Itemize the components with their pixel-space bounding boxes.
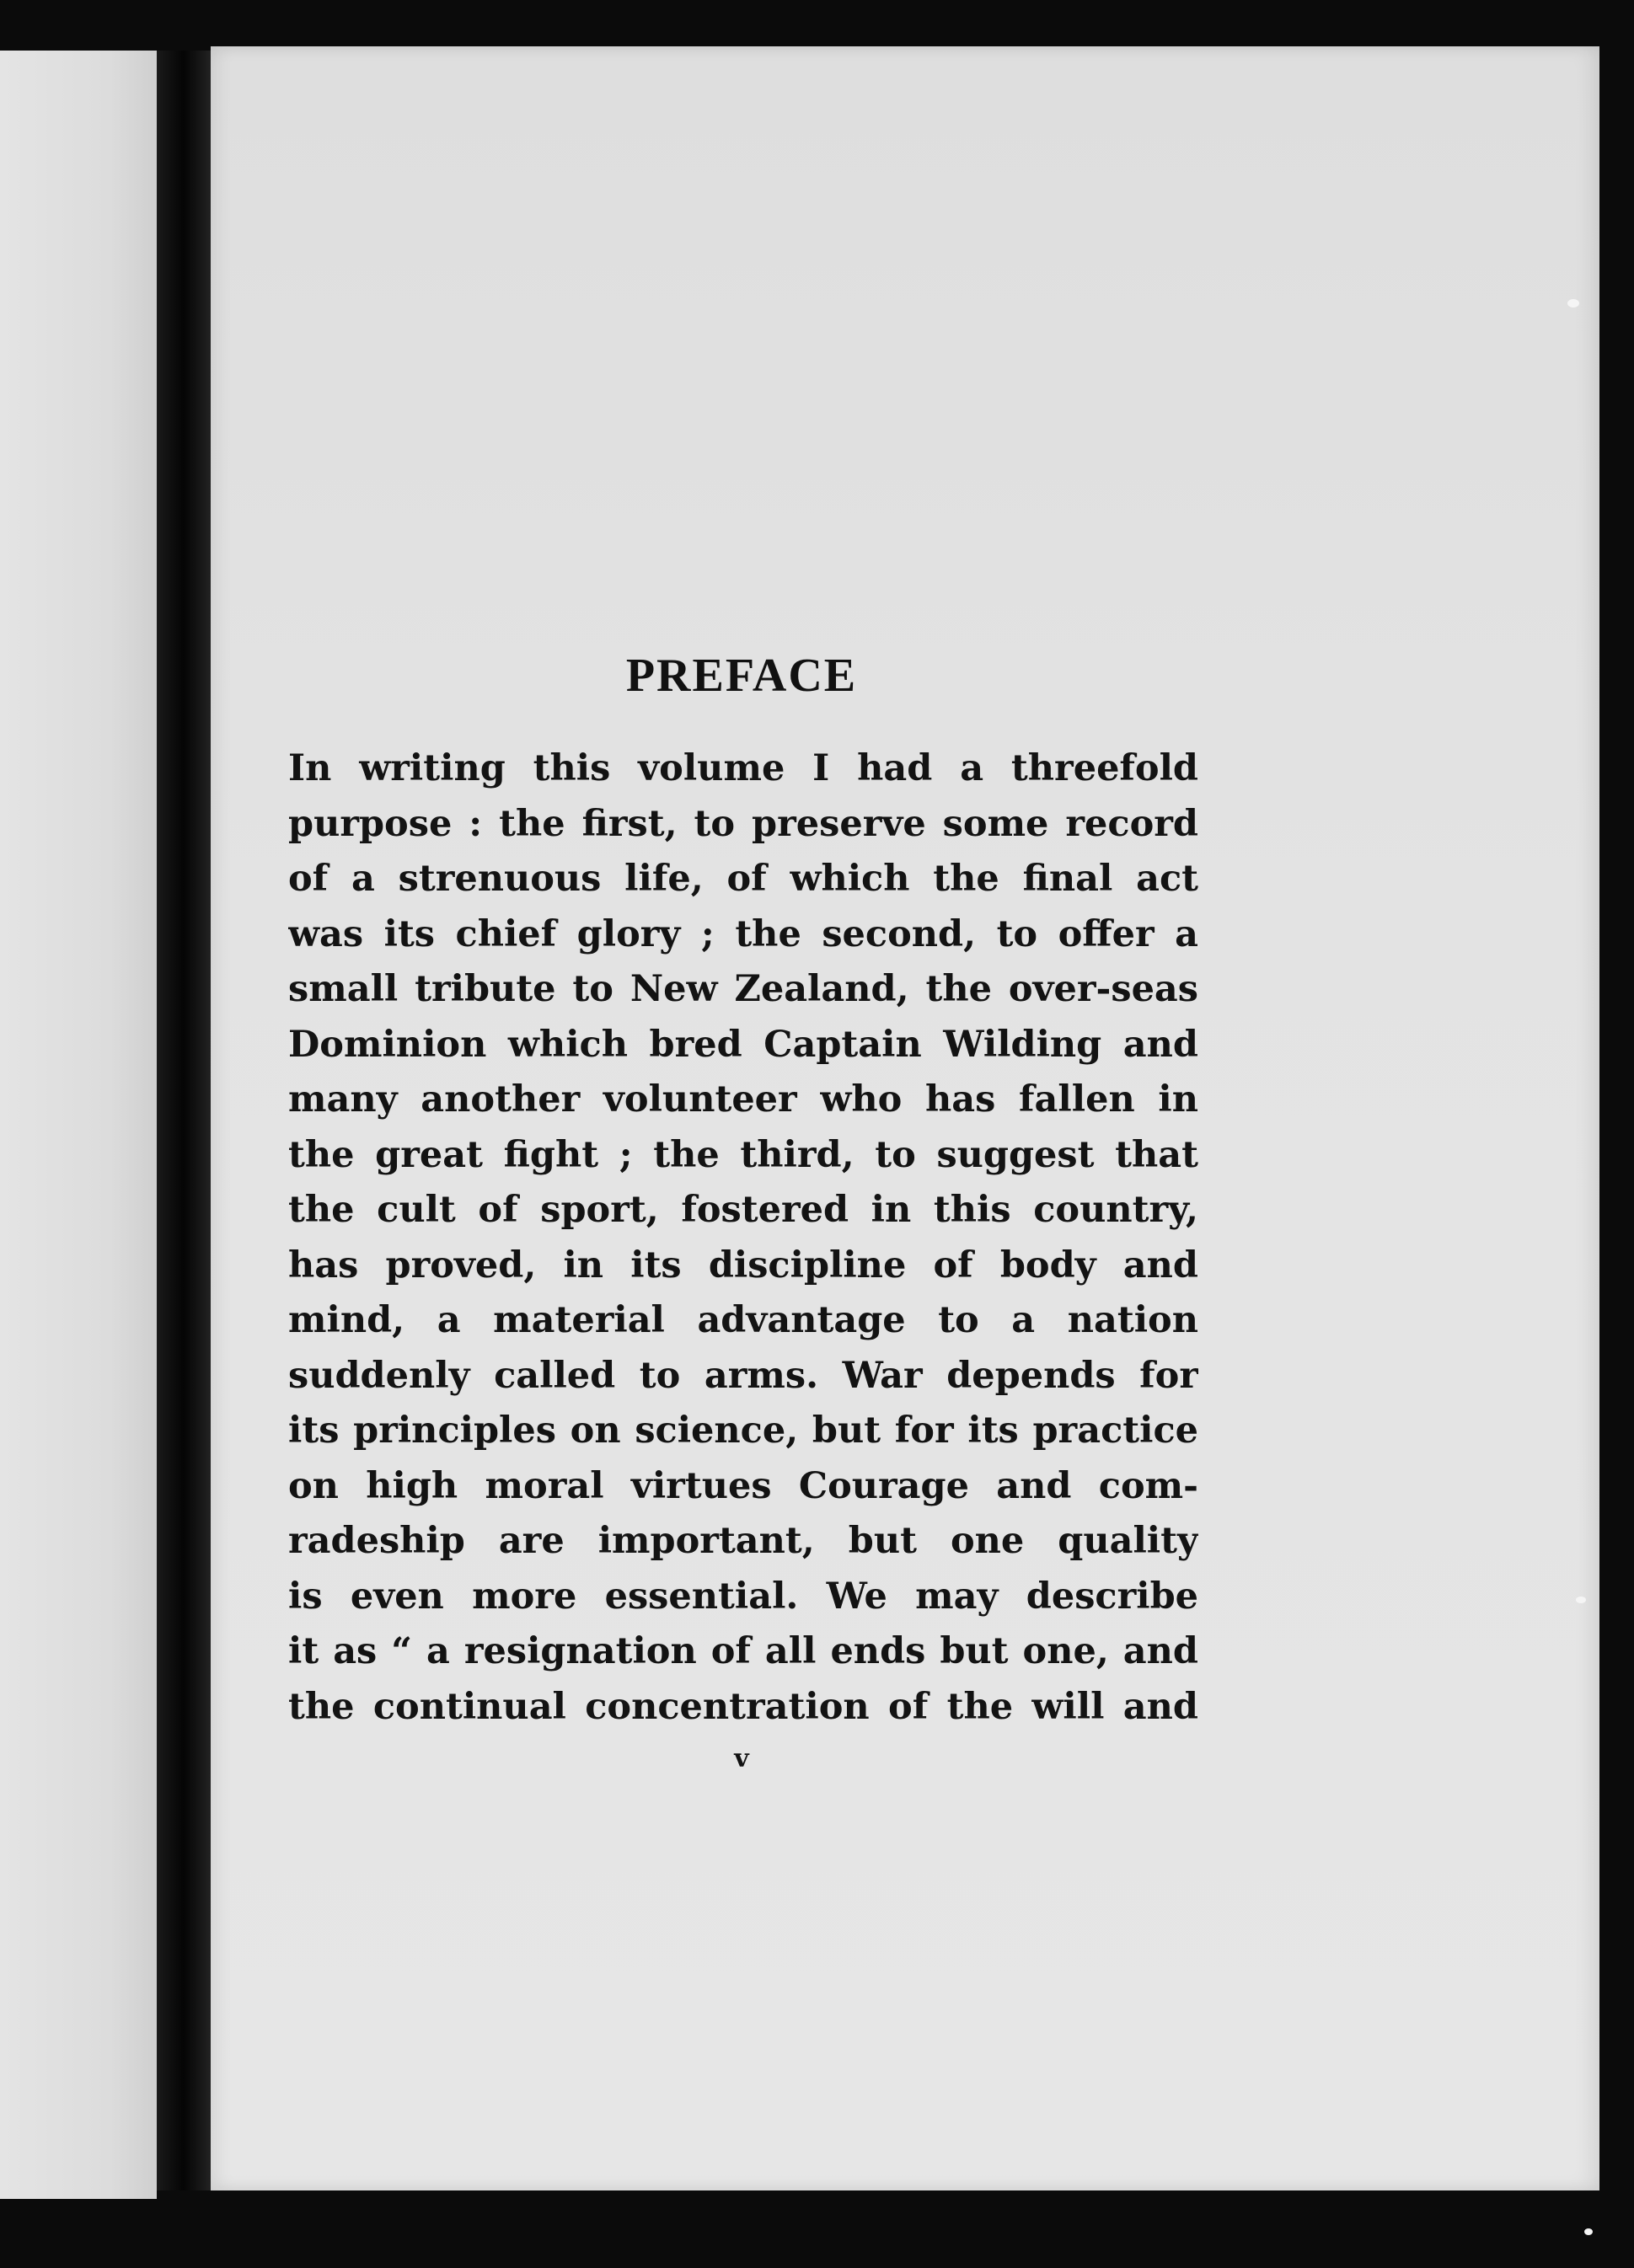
text-line: the continual concentration of the will and [288,1685,1198,1728]
text-line: has proved, in its discipline of body and [288,1244,1198,1286]
text-line: was its chief glory ; the second, to offer a [288,912,1198,955]
text-line: the great fight ; the third, to suggest that [288,1133,1198,1176]
preface-heading: PREFACE [625,650,858,702]
page-number: v [734,1744,749,1773]
text-line: purpose : the first, to preserve some record [288,802,1198,845]
page-speck [1567,299,1579,308]
text-line: suddenly called to arms. War depends for [288,1354,1198,1397]
text-line: Dominion which bred Captain Wilding and [288,1023,1198,1066]
text-line: is even more essential. We may describe [288,1575,1198,1618]
page-speck [1576,1597,1586,1603]
text-line: on high moral virtues Courage and com- [288,1464,1198,1507]
facing-page-edge [0,51,157,2199]
page-speck [1584,2228,1593,2235]
text-line: of a strenuous life, of which the final act [288,858,1198,900]
text-line: many another volunteer who has fallen in [288,1078,1198,1121]
text-line: it as “ a resignation of all ends but one, and [288,1630,1198,1672]
text-line: the cult of sport, fostered in this country, [288,1189,1198,1231]
text-line: its principles on science, but for its practice [288,1409,1198,1452]
text-line: In writing this volume I had a threefold [288,747,1198,789]
text-line: radeship are important, but one quality [288,1520,1198,1562]
book-gutter [157,51,211,2190]
text-line: mind, a material advantage to a nation [288,1299,1198,1341]
text-line: small tribute to New Zealand, the over-seas [288,968,1198,1010]
preface-body [288,741,1198,1735]
